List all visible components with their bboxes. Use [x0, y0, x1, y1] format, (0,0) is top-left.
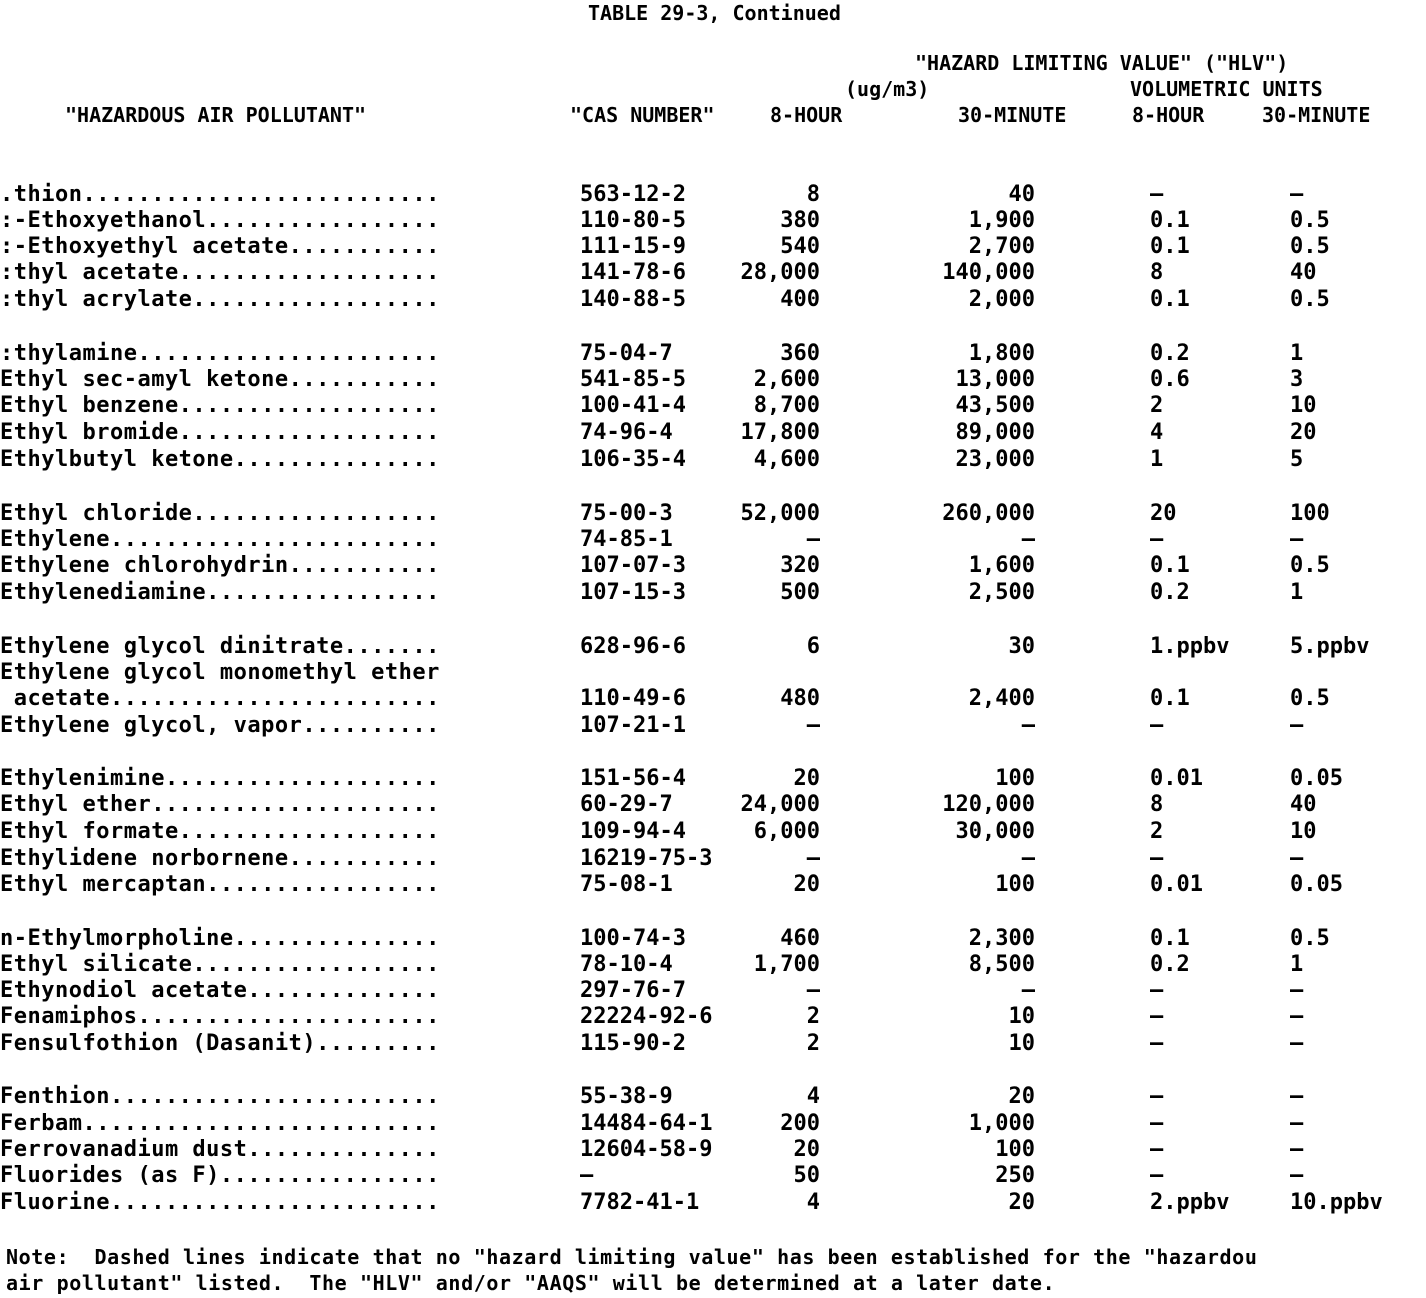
row-cas-number: 111-15-9: [580, 234, 686, 259]
ugm3-header: (ug/m3): [845, 77, 930, 101]
row-name: Ferbam..........................: [0, 1111, 440, 1136]
table-row: [0, 1111, 1426, 1137]
table-row: [0, 393, 1426, 419]
row-cas-number: 109-94-4: [580, 819, 686, 844]
row-hlv-30min-volumetric: 0.5: [1290, 553, 1330, 578]
row-name: Ethylenimine....................: [0, 766, 440, 791]
table-row: [0, 634, 1426, 660]
row-hlv-8hour-ugm3: 480: [780, 686, 820, 711]
table-row: [0, 553, 1426, 579]
row-cas-number: 16219-75-3: [580, 846, 713, 871]
row-name: n-Ethylmorpholine...............: [0, 926, 440, 951]
row-hlv-30min-ugm3: 100: [995, 872, 1035, 897]
row-name: :thylamine......................: [0, 341, 440, 366]
row-cas-number: 628-96-6: [580, 634, 686, 659]
row-hlv-30min-volumetric: —: [1290, 182, 1304, 207]
table-row: [0, 527, 1426, 553]
row-hlv-8hour-ugm3: 28,000: [740, 260, 820, 285]
row-hlv-8hour-volumetric: 0.1: [1150, 553, 1190, 578]
row-name: Fenamiphos......................: [0, 1004, 440, 1029]
table-title: TABLE 29-3, Continued: [588, 1, 841, 25]
row-hlv-30min-volumetric: 1: [1290, 580, 1304, 605]
row-name: Ethyl benzene...................: [0, 393, 440, 418]
row-hlv-8hour-ugm3: 6: [806, 634, 820, 659]
row-cas-number: 115-90-2: [580, 1031, 686, 1056]
table-row: [0, 846, 1426, 872]
row-name: Ethylene chlorohydrin...........: [0, 553, 440, 578]
row-hlv-30min-ugm3: 10: [1008, 1031, 1035, 1056]
row-hlv-30min-volumetric: 5: [1290, 447, 1304, 472]
row-hlv-30min-ugm3: —: [1021, 713, 1035, 738]
row-cas-number: 22224-92-6: [580, 1004, 713, 1029]
row-hlv-8hour-ugm3: 50: [793, 1163, 820, 1188]
row-hlv-30min-ugm3: 8,500: [968, 952, 1035, 977]
row-hlv-30min-ugm3: 1,000: [968, 1111, 1035, 1136]
row-hlv-8hour-volumetric: —: [1150, 1163, 1164, 1188]
row-cas-number: 106-35-4: [580, 447, 686, 472]
row-hlv-8hour-ugm3: 8: [806, 182, 820, 207]
table-row: [0, 792, 1426, 818]
row-hlv-30min-volumetric: 40: [1290, 792, 1317, 817]
row-hlv-8hour-ugm3: 380: [780, 208, 820, 233]
row-hlv-8hour-volumetric: —: [1150, 713, 1164, 738]
row-cas-number: 140-88-5: [580, 287, 686, 312]
row-hlv-8hour-ugm3: 2: [806, 1004, 820, 1029]
table-row: [0, 260, 1426, 286]
row-hlv-30min-ugm3: 23,000: [955, 447, 1035, 472]
row-hlv-30min-ugm3: 1,600: [968, 553, 1035, 578]
row-hlv-30min-ugm3: 260,000: [942, 501, 1035, 526]
row-name: :thyl acetate...................: [0, 260, 440, 285]
row-hlv-8hour-ugm3: 320: [780, 553, 820, 578]
row-hlv-30min-volumetric: 1: [1290, 341, 1304, 366]
table-row: [0, 1163, 1426, 1189]
table-row: [0, 1004, 1426, 1030]
row-hlv-8hour-volumetric: 2: [1150, 819, 1164, 844]
row-hlv-8hour-volumetric: 0.1: [1150, 234, 1190, 259]
row-hlv-8hour-volumetric: —: [1150, 1084, 1164, 1109]
row-hlv-30min-volumetric: 10: [1290, 393, 1317, 418]
table-row: [0, 580, 1426, 606]
row-cas-number: 563-12-2: [580, 182, 686, 207]
row-name: Ethynodiol acetate..............: [0, 978, 440, 1003]
row-hlv-30min-ugm3: 140,000: [942, 260, 1035, 285]
row-cas-number: 75-04-7: [580, 341, 673, 366]
row-name: Fluorine........................: [0, 1190, 440, 1215]
row-hlv-8hour-volumetric: 4: [1150, 420, 1164, 445]
row-hlv-30min-ugm3: 2,700: [968, 234, 1035, 259]
row-cas-number: 107-15-3: [580, 580, 686, 605]
hour8-vol-header: 8-HOUR: [1132, 103, 1205, 127]
row-hlv-8hour-volumetric: 2.ppbv: [1150, 1190, 1230, 1215]
row-hlv-8hour-ugm3: 400: [780, 287, 820, 312]
row-hlv-30min-ugm3: 89,000: [955, 420, 1035, 445]
row-name: Fluorides (as F)................: [0, 1163, 440, 1188]
row-cas-number: 297-76-7: [580, 978, 686, 1003]
row-hlv-8hour-volumetric: 0.1: [1150, 208, 1190, 233]
row-cas-number: 110-49-6: [580, 686, 686, 711]
hlv-header: "HAZARD LIMITING VALUE" ("HLV"): [915, 51, 1289, 75]
row-hlv-30min-volumetric: 20: [1290, 420, 1317, 445]
table-row: [0, 872, 1426, 898]
row-hlv-30min-volumetric: —: [1290, 1111, 1304, 1136]
row-hlv-30min-volumetric: 0.5: [1290, 686, 1330, 711]
row-hlv-8hour-ugm3: 20: [793, 1137, 820, 1162]
row-cas-number: 107-21-1: [580, 713, 686, 738]
table-row: [0, 978, 1426, 1004]
table-row: [0, 367, 1426, 393]
row-hlv-30min-ugm3: 20: [1008, 1084, 1035, 1109]
row-cas-number: 74-96-4: [580, 420, 673, 445]
row-cas-number: 100-41-4: [580, 393, 686, 418]
row-name: Ferrovanadium dust..............: [0, 1137, 440, 1162]
cas-column-header: "CAS NUMBER": [570, 103, 715, 127]
row-hlv-8hour-ugm3: —: [806, 713, 820, 738]
table-row: [0, 686, 1426, 712]
row-cas-number: 75-00-3: [580, 501, 673, 526]
min30-vol-header: 30-MINUTE: [1262, 103, 1371, 127]
row-hlv-30min-volumetric: 0.5: [1290, 208, 1330, 233]
row-hlv-8hour-ugm3: 4: [806, 1190, 820, 1215]
row-hlv-30min-volumetric: 5.ppbv: [1290, 634, 1370, 659]
row-hlv-30min-volumetric: —: [1290, 1084, 1304, 1109]
row-hlv-30min-volumetric: —: [1290, 713, 1304, 738]
row-name: Ethylbutyl ketone...............: [0, 447, 440, 472]
row-name: Ethyl silicate..................: [0, 952, 440, 977]
row-hlv-30min-volumetric: —: [1290, 1137, 1304, 1162]
note-line-1: Note: Dashed lines indicate that no "hazard limiting value" has been established for the "hazardou: [6, 1245, 1258, 1269]
min30-ug-header: 30-MINUTE: [958, 103, 1067, 127]
row-name: Fenthion........................: [0, 1084, 440, 1109]
row-hlv-8hour-volumetric: 8: [1150, 792, 1164, 817]
row-cas-number: 7782-41-1: [580, 1190, 700, 1215]
table-row: [0, 660, 1426, 686]
row-hlv-8hour-volumetric: 0.2: [1150, 952, 1190, 977]
row-name: Ethylidene norbornene...........: [0, 846, 440, 871]
row-hlv-30min-ugm3: 2,500: [968, 580, 1035, 605]
row-hlv-30min-volumetric: 1: [1290, 952, 1304, 977]
table-note: [6, 1244, 1257, 1296]
row-hlv-30min-ugm3: 2,300: [968, 926, 1035, 951]
row-hlv-8hour-volumetric: —: [1150, 182, 1164, 207]
row-hlv-30min-volumetric: 40: [1290, 260, 1317, 285]
row-hlv-30min-volumetric: —: [1290, 1004, 1304, 1029]
row-hlv-8hour-volumetric: —: [1150, 527, 1164, 552]
row-hlv-8hour-ugm3: 20: [793, 872, 820, 897]
row-hlv-8hour-ugm3: 360: [780, 341, 820, 366]
table-row: [0, 501, 1426, 527]
table-row: [0, 447, 1426, 473]
row-hlv-8hour-ugm3: 2: [806, 1031, 820, 1056]
row-name: acetate........................: [0, 686, 440, 711]
table-row: [0, 819, 1426, 845]
row-name: Ethyl mercaptan.................: [0, 872, 440, 897]
row-name: :thyl acrylate..................: [0, 287, 440, 312]
row-hlv-8hour-volumetric: 8: [1150, 260, 1164, 285]
row-hlv-8hour-ugm3: 460: [780, 926, 820, 951]
row-hlv-8hour-ugm3: 20: [793, 766, 820, 791]
row-hlv-8hour-ugm3: 24,000: [740, 792, 820, 817]
table-row: [0, 182, 1426, 208]
row-hlv-30min-volumetric: —: [1290, 1031, 1304, 1056]
row-hlv-30min-volumetric: 0.5: [1290, 926, 1330, 951]
row-cas-number: 141-78-6: [580, 260, 686, 285]
row-name: Ethylene glycol monomethyl ether: [0, 660, 440, 685]
row-hlv-30min-ugm3: 2,000: [968, 287, 1035, 312]
row-hlv-30min-ugm3: 10: [1008, 1004, 1035, 1029]
row-hlv-8hour-ugm3: 52,000: [740, 501, 820, 526]
row-hlv-30min-volumetric: 0.5: [1290, 234, 1330, 259]
row-hlv-8hour-ugm3: 6,000: [753, 819, 820, 844]
row-hlv-8hour-ugm3: 500: [780, 580, 820, 605]
row-hlv-30min-volumetric: —: [1290, 978, 1304, 1003]
row-hlv-30min-ugm3: 2,400: [968, 686, 1035, 711]
row-cas-number: 55-38-9: [580, 1084, 673, 1109]
row-hlv-8hour-volumetric: 0.2: [1150, 580, 1190, 605]
table-row: [0, 926, 1426, 952]
hour8-ug-header: 8-HOUR: [770, 103, 843, 127]
row-cas-number: 100-74-3: [580, 926, 686, 951]
row-name: :-Ethoxyethanol.................: [0, 208, 440, 233]
table-row: [0, 952, 1426, 978]
row-hlv-8hour-volumetric: 0.01: [1150, 872, 1203, 897]
row-name: Ethylenediamine.................: [0, 580, 440, 605]
volumetric-header: VOLUMETRIC UNITS: [1130, 77, 1323, 101]
row-hlv-8hour-volumetric: —: [1150, 1031, 1164, 1056]
table-row: [0, 341, 1426, 367]
row-hlv-8hour-ugm3: 2,600: [753, 367, 820, 392]
row-hlv-8hour-volumetric: 2: [1150, 393, 1164, 418]
row-hlv-30min-volumetric: —: [1290, 1163, 1304, 1188]
row-hlv-8hour-ugm3: 1,700: [753, 952, 820, 977]
row-hlv-8hour-volumetric: 0.1: [1150, 287, 1190, 312]
table-row: [0, 234, 1426, 260]
row-name: Fensulfothion (Dasanit).........: [0, 1031, 440, 1056]
row-hlv-8hour-ugm3: —: [806, 846, 820, 871]
row-name: Ethyl chloride..................: [0, 501, 440, 526]
row-hlv-30min-volumetric: 3: [1290, 367, 1304, 392]
row-name: .thion..........................: [0, 182, 440, 207]
table-row: [0, 1137, 1426, 1163]
row-hlv-8hour-ugm3: —: [806, 978, 820, 1003]
row-name: Ethylene glycol dinitrate.......: [0, 634, 440, 659]
row-hlv-8hour-ugm3: 4,600: [753, 447, 820, 472]
table-row: [0, 766, 1426, 792]
row-hlv-8hour-ugm3: 540: [780, 234, 820, 259]
row-name: Ethyl formate...................: [0, 819, 440, 844]
row-hlv-30min-ugm3: 120,000: [942, 792, 1035, 817]
row-hlv-30min-ugm3: 13,000: [955, 367, 1035, 392]
row-hlv-30min-ugm3: 20: [1008, 1190, 1035, 1215]
table-row: [0, 287, 1426, 313]
row-cas-number: 541-85-5: [580, 367, 686, 392]
table-row: [0, 1084, 1426, 1110]
row-hlv-30min-volumetric: 0.05: [1290, 766, 1343, 791]
row-hlv-8hour-volumetric: —: [1150, 1137, 1164, 1162]
row-cas-number: 78-10-4: [580, 952, 673, 977]
row-hlv-8hour-volumetric: 0.1: [1150, 686, 1190, 711]
row-hlv-30min-ugm3: 100: [995, 766, 1035, 791]
row-hlv-8hour-ugm3: —: [806, 527, 820, 552]
row-cas-number: 74-85-1: [580, 527, 673, 552]
row-hlv-30min-ugm3: —: [1021, 846, 1035, 871]
row-cas-number: 151-56-4: [580, 766, 686, 791]
table-row: [0, 713, 1426, 739]
row-hlv-8hour-ugm3: 17,800: [740, 420, 820, 445]
row-name: Ethylene........................: [0, 527, 440, 552]
row-hlv-30min-volumetric: 0.5: [1290, 287, 1330, 312]
row-hlv-30min-volumetric: 0.05: [1290, 872, 1343, 897]
row-hlv-8hour-volumetric: 0.01: [1150, 766, 1203, 791]
row-hlv-8hour-volumetric: —: [1150, 1004, 1164, 1029]
table-row: [0, 1031, 1426, 1057]
row-cas-number: 75-08-1: [580, 872, 673, 897]
row-hlv-8hour-volumetric: 0.1: [1150, 926, 1190, 951]
row-hlv-30min-ugm3: 30,000: [955, 819, 1035, 844]
row-hlv-30min-ugm3: 40: [1008, 182, 1035, 207]
row-hlv-30min-ugm3: 43,500: [955, 393, 1035, 418]
table-row: [0, 1190, 1426, 1216]
row-hlv-30min-ugm3: 1,900: [968, 208, 1035, 233]
table-row: [0, 208, 1426, 234]
row-cas-number: 14484-64-1: [580, 1111, 713, 1136]
row-hlv-8hour-volumetric: 20: [1150, 501, 1177, 526]
row-name: Ethyl sec-amyl ketone...........: [0, 367, 440, 392]
row-hlv-8hour-volumetric: 1.ppbv: [1150, 634, 1230, 659]
row-hlv-30min-volumetric: —: [1290, 527, 1304, 552]
note-line-2: air pollutant" listed. The "HLV" and/or "AAQS" will be determined at a later date.: [6, 1271, 1056, 1295]
row-hlv-8hour-volumetric: 1: [1150, 447, 1164, 472]
row-hlv-8hour-volumetric: —: [1150, 1111, 1164, 1136]
row-cas-number: 12604-58-9: [580, 1137, 713, 1162]
row-hlv-8hour-ugm3: 8,700: [753, 393, 820, 418]
row-hlv-30min-ugm3: 1,800: [968, 341, 1035, 366]
row-cas-number: 107-07-3: [580, 553, 686, 578]
row-hlv-30min-ugm3: —: [1021, 978, 1035, 1003]
row-cas-number: 110-80-5: [580, 208, 686, 233]
row-hlv-8hour-volumetric: 0.2: [1150, 341, 1190, 366]
row-name: Ethyl ether.....................: [0, 792, 440, 817]
row-hlv-8hour-volumetric: —: [1150, 978, 1164, 1003]
row-hlv-30min-volumetric: —: [1290, 846, 1304, 871]
row-hlv-30min-ugm3: 250: [995, 1163, 1035, 1188]
row-hlv-30min-ugm3: —: [1021, 527, 1035, 552]
row-hlv-30min-volumetric: 10.ppbv: [1290, 1190, 1383, 1215]
table-row: [0, 420, 1426, 446]
row-hlv-30min-ugm3: 30: [1008, 634, 1035, 659]
row-hlv-30min-volumetric: 10: [1290, 819, 1317, 844]
pollutant-column-header: "HAZARDOUS AIR POLLUTANT": [65, 103, 367, 127]
row-name: Ethyl bromide...................: [0, 420, 440, 445]
row-hlv-30min-ugm3: 100: [995, 1137, 1035, 1162]
row-hlv-8hour-ugm3: 4: [806, 1084, 820, 1109]
row-cas-number: —: [580, 1163, 594, 1188]
row-name: Ethylene glycol, vapor..........: [0, 713, 440, 738]
row-cas-number: 60-29-7: [580, 792, 673, 817]
row-hlv-8hour-ugm3: 200: [780, 1111, 820, 1136]
row-hlv-8hour-volumetric: —: [1150, 846, 1164, 871]
row-name: :-Ethoxyethyl acetate...........: [0, 234, 440, 259]
row-hlv-8hour-volumetric: 0.6: [1150, 367, 1190, 392]
row-hlv-30min-volumetric: 100: [1290, 501, 1330, 526]
